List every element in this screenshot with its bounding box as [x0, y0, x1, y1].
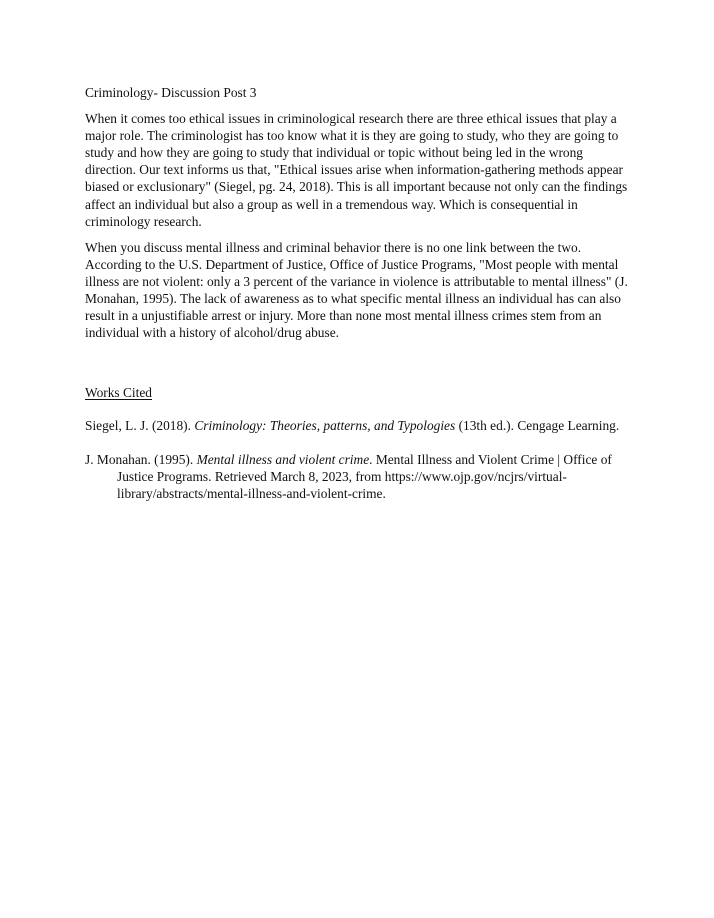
section-spacer [85, 350, 637, 384]
citation-1-title: Criminology: Theories, patterns, and Typologies [194, 418, 456, 434]
document-title: Criminology- Discussion Post 3 [85, 85, 257, 100]
citation-2-title: Mental illness and violent crime [196, 451, 370, 467]
citation-1-lead: Siegel, L. J. (2018). [85, 418, 195, 434]
document-page [85, 84, 637, 518]
body-paragraph-1: When it comes too ethical issues in criminological research there are three ethical issues that play a major role. The criminologist has too know what it is they are going to study, who they are going to study and how they are going to study that individual or topic without being led in the wrong direction. Our text informs us that, "Ethical issues arise when information-gathering methods appear biased or exclusionary" (Siegel, pg. 24, 2018). This is all important because not only can the findings affect an individual but also a group as well in a tremendous way. Which is consequential in criminology research. [85, 111, 628, 229]
citation-1-tail: (13th ed.). Cengage Learning. [455, 418, 620, 434]
works-cited-heading: Works Cited [85, 385, 152, 401]
citation-2-lead: J. Monahan. (1995). [85, 451, 197, 467]
citation-2-tail: . Mental Illness and Violent Crime | Office of Justice Programs. Retrieved March 8, 2023, from https://www.ojp.gov/ncjrs/virtual-library/abstracts/mental-illness-and-violent-crime. [117, 451, 612, 501]
body-paragraph-2: When you discuss mental illness and criminal behavior there is no one link between the two. According to the U.S. Department of Justice, Office of Justice Programs, "Most people with mental illness are not violent: only a 3 percent of the variance in violence is attributable to mental illness" (J. Monahan, 1995). The lack of awareness as to what specific mental illness an individual has can also result in a unjustifiable arrest or injury. More than none most mental illness crimes stem from an individual with a history of alcohol/drug abuse. [85, 239, 628, 341]
citation-entry-2 [85, 451, 637, 502]
citation-entry-1 [85, 417, 637, 434]
